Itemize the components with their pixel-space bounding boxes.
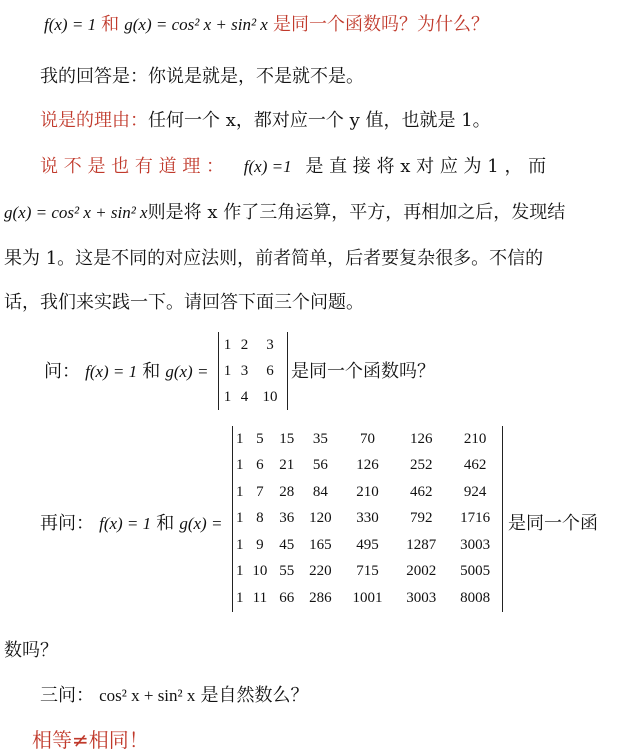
det7-matrix-cell: 1 [235,589,244,606]
det7-matrix-cell: 11 [252,589,268,606]
conclusion: 相等≠相同！ [32,728,149,752]
reason-no-label: 说 不 是 也 有 道 理 ： [40,156,225,177]
det3-matrix-cell: 2 [240,336,249,353]
det7-matrix-cell: 462 [410,483,433,500]
and-word: 和 [101,14,120,35]
det7-matrix-cell: 792 [410,510,433,527]
det7-matrix-cell: 70 [359,430,375,447]
det3-matrix-row [219,384,287,410]
det7-matrix-row [233,532,502,559]
det7-matrix-cell: 286 [309,589,332,606]
det7-matrix-cell: 1 [235,563,244,580]
det7-matrix-cell: 5 [256,430,264,447]
q1-prefix: 问： [44,361,80,382]
det7-matrix-row [233,479,502,506]
q3-expression: cos² x + sin² x [99,686,196,705]
det3-matrix-cell: 6 [266,362,274,379]
det7-matrix-cell: 3003 [460,536,491,553]
question-line [44,10,489,36]
det3-matrix-cell: 10 [262,388,278,405]
det3-matrix-cell: 1 [223,388,232,405]
q1-f: f(x) = 1 [85,362,138,381]
q2-suffix: 是同一个函 [508,513,598,534]
det7-matrix-cell: 21 [279,457,295,474]
det7-matrix-cell: 84 [312,483,328,500]
det7-matrix-cell: 462 [463,457,487,474]
det7-matrix-cell: 1287 [406,536,437,553]
question-1 [44,357,208,383]
q2-end: 数吗？ [4,640,58,661]
det7-matrix-cell: 495 [356,536,379,553]
paragraph-line-6: 果为 1。这是不同的对应法则，前者简单，后者要复杂很多。不信的 [4,248,544,269]
det7-matrix-cell: 5005 [460,563,491,580]
det7-matrix-cell: 165 [309,536,332,553]
reason-no-text: 是 直 接 将 x 对 应 为 1 ， 而 [305,156,547,177]
det7-matrix-cell: 9 [256,536,264,553]
det7-matrix-row [233,506,502,533]
det7-matrix-cell: 66 [279,589,295,606]
reason-yes-line [40,106,491,132]
det7-matrix-cell: 35 [312,430,328,447]
q1-suffix: 是同一个函数吗？ [291,361,435,382]
paragraph-line-7: 话，我们来实践一下。请回答下面三个问题。 [4,292,364,313]
question-3 [40,681,308,707]
determinant-3x3 [218,332,288,410]
paragraph-text-5: 则是将 x 作了三角运算，平方，再相加之后，发现结 [147,202,566,223]
determinant-7x7 [232,426,503,612]
f-expression: f(x) = 1 [44,15,97,34]
det7-matrix-cell: 8 [256,510,264,527]
det7-matrix-cell: 1 [235,430,244,447]
det7-matrix-cell: 3003 [406,589,437,606]
det3-matrix-row [219,358,287,384]
det7-matrix-cell: 55 [279,563,295,580]
det7-matrix-cell: 1 [235,510,244,527]
det3-matrix-cell: 1 [223,362,232,379]
det7-matrix-cell: 36 [279,510,295,527]
det7-matrix-cell: 210 [356,483,379,500]
answer-line: 我的回答是：你说是就是，不是就不是。 [40,66,364,87]
q2-prefix: 再问： [40,513,94,534]
det7-matrix-cell: 1 [235,483,244,500]
det7-matrix-cell: 2002 [406,563,437,580]
det7-matrix-cell: 10 [252,563,268,580]
det3-matrix-cell: 4 [240,388,249,405]
det7-matrix-cell: 15 [279,430,295,447]
det7-matrix-cell: 126 [410,430,433,447]
reason-no-line [40,152,546,178]
det7-matrix-cell: 1 [235,457,244,474]
det7-matrix-cell: 924 [463,483,487,500]
question-text: 是同一个函数吗？为什么？ [272,14,489,35]
det7-matrix-cell: 6 [256,457,264,474]
f-expression-2: f(x) =1 [243,157,292,176]
det7-matrix-cell: 220 [309,563,332,580]
reason-yes-label: 说是的理由： [40,110,148,131]
det7-matrix-row [233,426,502,453]
det7-matrix-cell: 1 [235,536,244,553]
det7-matrix-cell: 56 [312,457,328,474]
det7-matrix-cell: 7 [256,483,264,500]
det3-matrix-cell: 3 [240,362,249,379]
q1-g: g(x) = [165,362,209,381]
det7-matrix-row [233,453,502,480]
q1-and: 和 [142,361,161,382]
det7-matrix-cell: 120 [309,510,332,527]
det3-matrix-row [219,332,287,358]
g-expression-2: g(x) = cos² x + sin² x [4,203,148,222]
det7-matrix-cell: 28 [279,483,295,500]
q3-suffix: 是自然数么？ [200,685,309,706]
reason-yes-text: 任何一个 x，都对应一个 y 值，也就是 1。 [148,110,491,131]
g-expression: g(x) = cos² x + sin² x [124,15,268,34]
q3-prefix: 三问： [40,685,94,706]
det3-matrix-cell: 1 [223,336,232,353]
det7-matrix-cell: 1001 [352,589,383,606]
det7-matrix-row [233,559,502,586]
det7-matrix-cell: 8008 [460,589,491,606]
paragraph-line-5 [4,198,565,224]
det7-matrix-cell: 210 [463,430,487,447]
det3-matrix-cell: 3 [266,336,274,353]
question-2 [40,509,222,535]
det7-matrix-cell: 1716 [460,510,491,527]
det7-matrix-cell: 126 [356,457,379,474]
q2-g: g(x) = [179,514,223,533]
det7-matrix-cell: 252 [410,457,433,474]
det7-matrix-cell: 330 [356,510,379,527]
q2-and: 和 [156,513,175,534]
det7-matrix-cell: 715 [356,563,379,580]
det7-matrix-row [233,585,502,612]
det7-matrix-cell: 45 [279,536,295,553]
q2-f: f(x) = 1 [99,514,152,533]
